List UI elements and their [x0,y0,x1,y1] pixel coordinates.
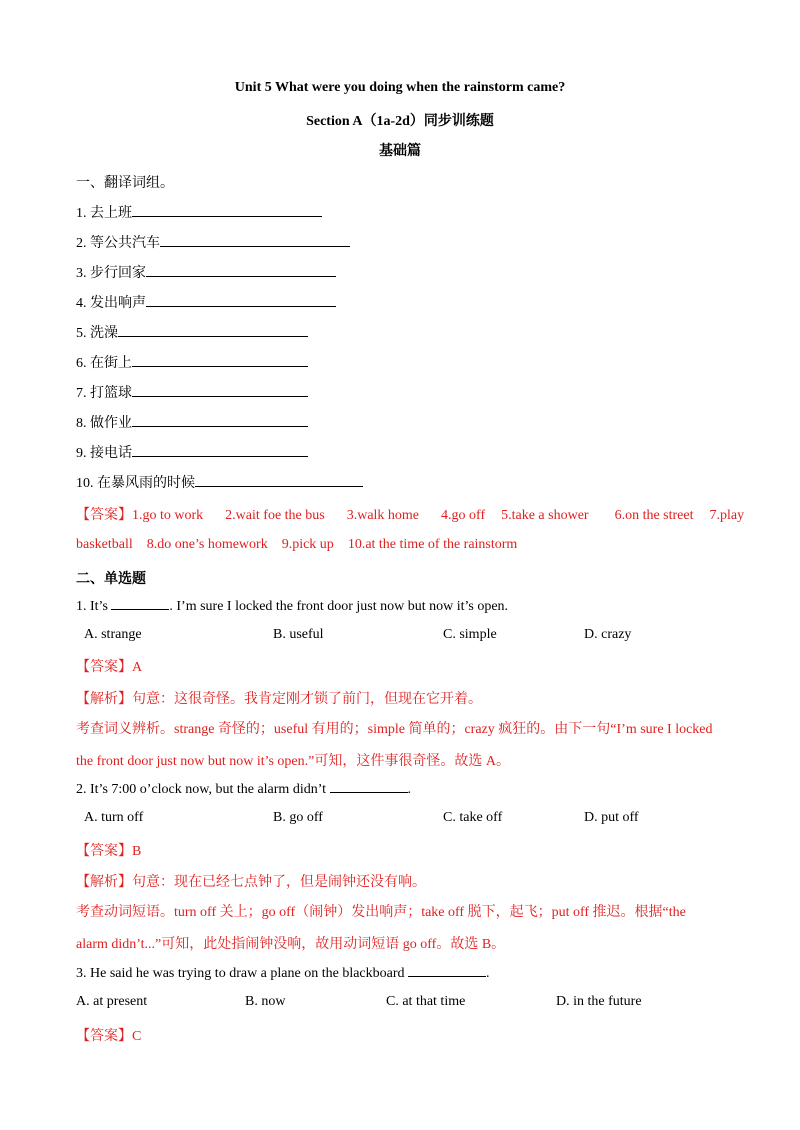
answer-blank [330,780,408,793]
answer-blank [111,597,169,610]
part1-heading: 一、翻译词组。 [76,176,174,191]
translate-item: 1. 去上班 [76,202,322,222]
translate-item: 5. 洗澡 [76,322,308,342]
question-2-option-b: B. go off [273,810,323,825]
question-2-analysis-detail-2: alarm didn’t...”可知，此处指闹钟没响，故用动词短语 go off。故选 B。 [76,937,506,952]
translate-item: 7. 打篮球 [76,382,308,402]
question-1-option-d: D. crazy [584,627,632,642]
answer-blank [160,234,350,247]
answer-blank [132,384,308,397]
document-subtitle: Section A（1a-2d）同步训练题 [306,114,494,129]
question-3-option-d: D. in the future [556,994,642,1009]
question-2-answer: 【答案】B [76,844,142,859]
question-3-answer: 【答案】C [76,1029,142,1044]
answer-blank [132,354,308,367]
answer-blank [195,474,363,487]
translate-item: 10. 在暴风雨的时候 [76,472,363,492]
question-1-analysis-detail-2: the front door just now but now it’s open.”可知，这件事很奇怪。故选 A。 [76,754,510,769]
translate-item: 2. 等公共汽车 [76,232,350,252]
question-2-analysis: 【解析】句意：现在已经七点钟了，但是闹钟还没有响。 [76,875,426,890]
question-1-stem: 1. It’s . I’m sure I locked the front door just now but now it’s open. [76,599,509,614]
question-1-option-c: C. simple [443,627,497,642]
document-level: 基础篇 [379,144,421,159]
question-2-stem: 2. It’s 7:00 o’clock now, but the alarm didn’t . [76,782,412,797]
part1-answer-line-2: basketball 8.do one’s homework 9.pick up 10.at the time of the rainstorm [76,537,518,552]
answer-blank [146,294,336,307]
translate-item: 3. 步行回家 [76,262,336,282]
question-2-option-c: C. take off [443,810,503,825]
question-3-option-b: B. now [245,994,286,1009]
translate-item: 6. 在街上 [76,352,308,372]
question-1-analysis: 【解析】句意：这很奇怪。我肯定刚才锁了前门，但现在它开着。 [76,692,482,707]
part1-answer-line-1: 【答案】1.go to work 2.wait foe the bus 3.walk home 4.go off 5.take a shower 6.on the street 7.play [76,508,745,523]
question-1-option-a: A. strange [84,627,142,642]
question-1-option-b: B. useful [273,627,324,642]
question-2-option-a: A. turn off [84,810,144,825]
question-1-analysis-detail: 考查词义辨析。strange 奇怪的；useful 有用的；simple 简单的；crazy 疯狂的。由下一句“I’m sure I locked [76,722,713,737]
part2-heading: 二、单选题 [76,572,146,587]
document-title: Unit 5 What were you doing when the rainstorm came? [234,80,566,95]
translate-item: 4. 发出响声 [76,292,336,312]
translate-item: 8. 做作业 [76,412,308,432]
answer-blank [132,414,308,427]
answer-blank [118,324,308,337]
answer-blank [132,204,322,217]
question-2-option-d: D. put off [584,810,639,825]
answer-blank [408,964,486,977]
question-3-stem: 3. He said he was trying to draw a plane on the blackboard . [76,966,490,981]
answer-label: 【答案】 [76,508,132,523]
question-3-option-c: C. at that time [386,994,466,1009]
question-2-analysis-detail: 考查动词短语。turn off 关上；go off（闹钟）发出响声；take off 脱下，起飞；put off 推迟。根据“the [76,905,686,920]
question-1-answer: 【答案】A [76,660,143,675]
answer-blank [132,444,308,457]
translate-item: 9. 接电话 [76,442,308,462]
question-3-option-a: A. at present [76,994,148,1009]
answer-blank [146,264,336,277]
